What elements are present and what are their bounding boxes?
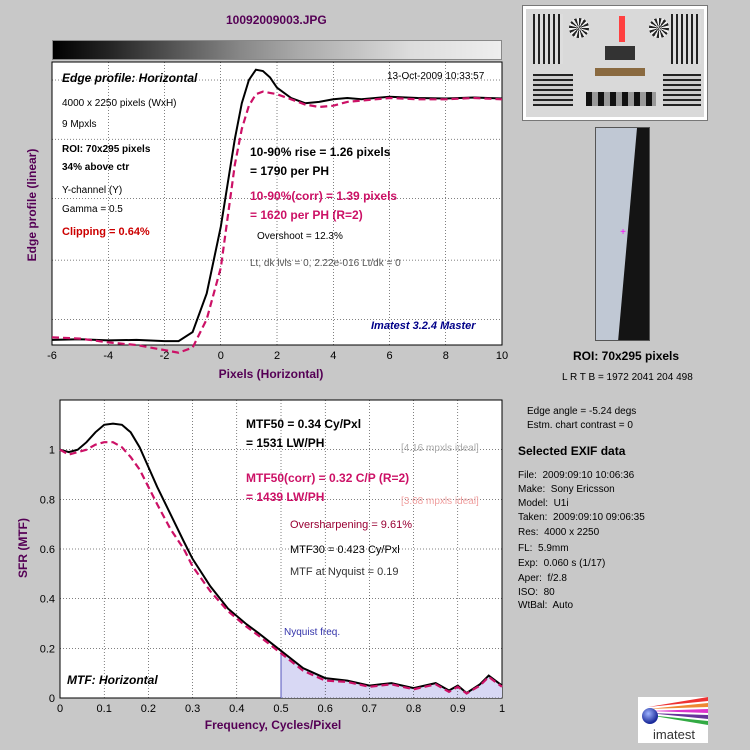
clipping: Clipping = 0.64%	[62, 226, 150, 238]
above-center: 34% above ctr	[62, 162, 130, 173]
mtf-panel-title: MTF: Horizontal	[67, 673, 158, 687]
x-tick-label: 0.8	[405, 703, 422, 715]
exif-row: Taken: 2009:09:10 09:06:35	[518, 512, 645, 523]
edge-y-label: Edge profile (linear)	[25, 148, 39, 262]
x-tick-label: 0.5	[273, 703, 289, 715]
edge-x-label: Pixels (Horizontal)	[218, 367, 324, 381]
exif-row: File: 2009:09:10 10:06:36	[518, 470, 635, 481]
exif-row: Model: U1i	[518, 498, 569, 509]
overshoot: Overshoot = 12.3%	[257, 231, 343, 242]
x-tick-label: -6	[47, 350, 57, 362]
edge-angle: Edge angle = -5.24 degs	[527, 406, 637, 417]
rise-10-90: 10-90% rise = 1.26 pixels	[250, 145, 391, 159]
lw-ph-corr: = 1439 LW/PH	[246, 490, 325, 504]
exif-row: Make: Sony Ericsson	[518, 484, 615, 495]
gamma: Gamma = 0.5	[62, 204, 123, 215]
y-tick-label: 0.4	[39, 593, 55, 606]
x-tick-label: 0	[217, 350, 224, 362]
mtf-at-nyquist: MTF at Nyquist = 0.19	[290, 566, 399, 578]
roi-image	[595, 127, 650, 341]
x-tick-label: 0	[56, 703, 64, 715]
image-size: 4000 x 2250 pixels (WxH)	[62, 98, 177, 109]
x-tick-label: -2	[159, 350, 170, 362]
roi-info: ROI: 70x295 pixels	[62, 144, 151, 155]
edge-timestamp: 13-Oct-2009 10:33:57	[387, 71, 485, 82]
x-tick-label: 2	[273, 350, 281, 362]
exif-row: Res: 4000 x 2250	[518, 527, 600, 538]
y-tick-label: 0.2	[39, 643, 55, 656]
edge-panel-title: Edge profile: Horizontal	[62, 71, 198, 85]
x-tick-label: 4	[330, 350, 337, 362]
imatest-logo	[638, 697, 708, 743]
version-label: Imatest 3.2.4 Master	[371, 320, 476, 332]
roi-center-marker: +	[620, 227, 626, 238]
x-tick-label: 0.3	[184, 703, 201, 715]
x-tick-label: 8	[442, 350, 449, 362]
lw-ph: = 1531 LW/PH	[246, 436, 325, 450]
x-tick-label: 6	[386, 350, 393, 362]
x-tick-label: 0.2	[140, 703, 157, 715]
mtf-y-label: SFR (MTF)	[16, 518, 30, 578]
x-tick-label: 10	[495, 350, 509, 362]
x-tick-label: 0.4	[229, 703, 245, 715]
light-dark-levels: Lt, dk lvls = 0, 2.22e-016 Lt/dk = 0	[250, 258, 401, 269]
exif-row: WtBal: Auto	[518, 600, 574, 611]
nyquist-label: Nyquist freq.	[284, 627, 341, 638]
exif-row: FL: 5.9mm	[518, 543, 569, 554]
per-ph-corr: = 1620 per PH (R=2)	[250, 208, 363, 222]
chart-contrast: Estm. chart contrast = 0	[527, 420, 633, 431]
x-tick-label: -4	[103, 350, 114, 362]
y-tick-label: 0	[48, 693, 55, 705]
mtf-x-label: Frequency, Cycles/Pixel	[204, 718, 342, 732]
ideal-mpxls: [4.16 mpxls ideal]	[401, 443, 479, 454]
x-tick-label: 0.7	[361, 703, 378, 715]
mtf50: MTF50 = 0.34 Cy/Pxl	[246, 417, 362, 431]
x-tick-label: 0.6	[317, 703, 333, 715]
x-tick-label: 0.9	[450, 703, 466, 715]
file-title: 10092009003.JPG	[226, 13, 327, 27]
exif-row: Aper: f/2.8	[518, 573, 567, 584]
roi-bounds: L R T B = 1972 2041 204 498	[562, 372, 693, 383]
per-ph: = 1790 per PH	[250, 164, 330, 178]
exif-title: Selected EXIF data	[518, 444, 626, 458]
rise-corr: 10-90%(corr) = 1.39 pixels	[250, 189, 398, 203]
y-tick-label: 0.6	[39, 544, 55, 556]
mtf30: MTF30 = 0.423 Cy/Pxl	[290, 544, 400, 556]
mpxls: 9 Mpxls	[62, 119, 97, 130]
roi-size-label: ROI: 70x295 pixels	[573, 349, 680, 363]
y-tick-label: 0.8	[39, 494, 55, 507]
channel: Y-channel (Y)	[62, 185, 123, 196]
mtf50-corr: MTF50(corr) = 0.32 C/P (R=2)	[246, 471, 410, 485]
exif-row: ISO: 80	[518, 587, 555, 598]
ideal-mpxls-corr: [3.68 mpxls ideal]	[401, 496, 479, 507]
x-tick-label: 0.1	[96, 703, 112, 715]
exif-row: Exp: 0.060 s (1/17)	[518, 558, 606, 569]
x-tick-label: 1	[498, 703, 506, 715]
oversharpening: Oversharpening = 9.61%	[290, 519, 412, 531]
test-chart-thumbnail	[522, 5, 708, 121]
y-tick-label: 1	[48, 444, 55, 457]
logo-text: imatest	[653, 727, 695, 742]
